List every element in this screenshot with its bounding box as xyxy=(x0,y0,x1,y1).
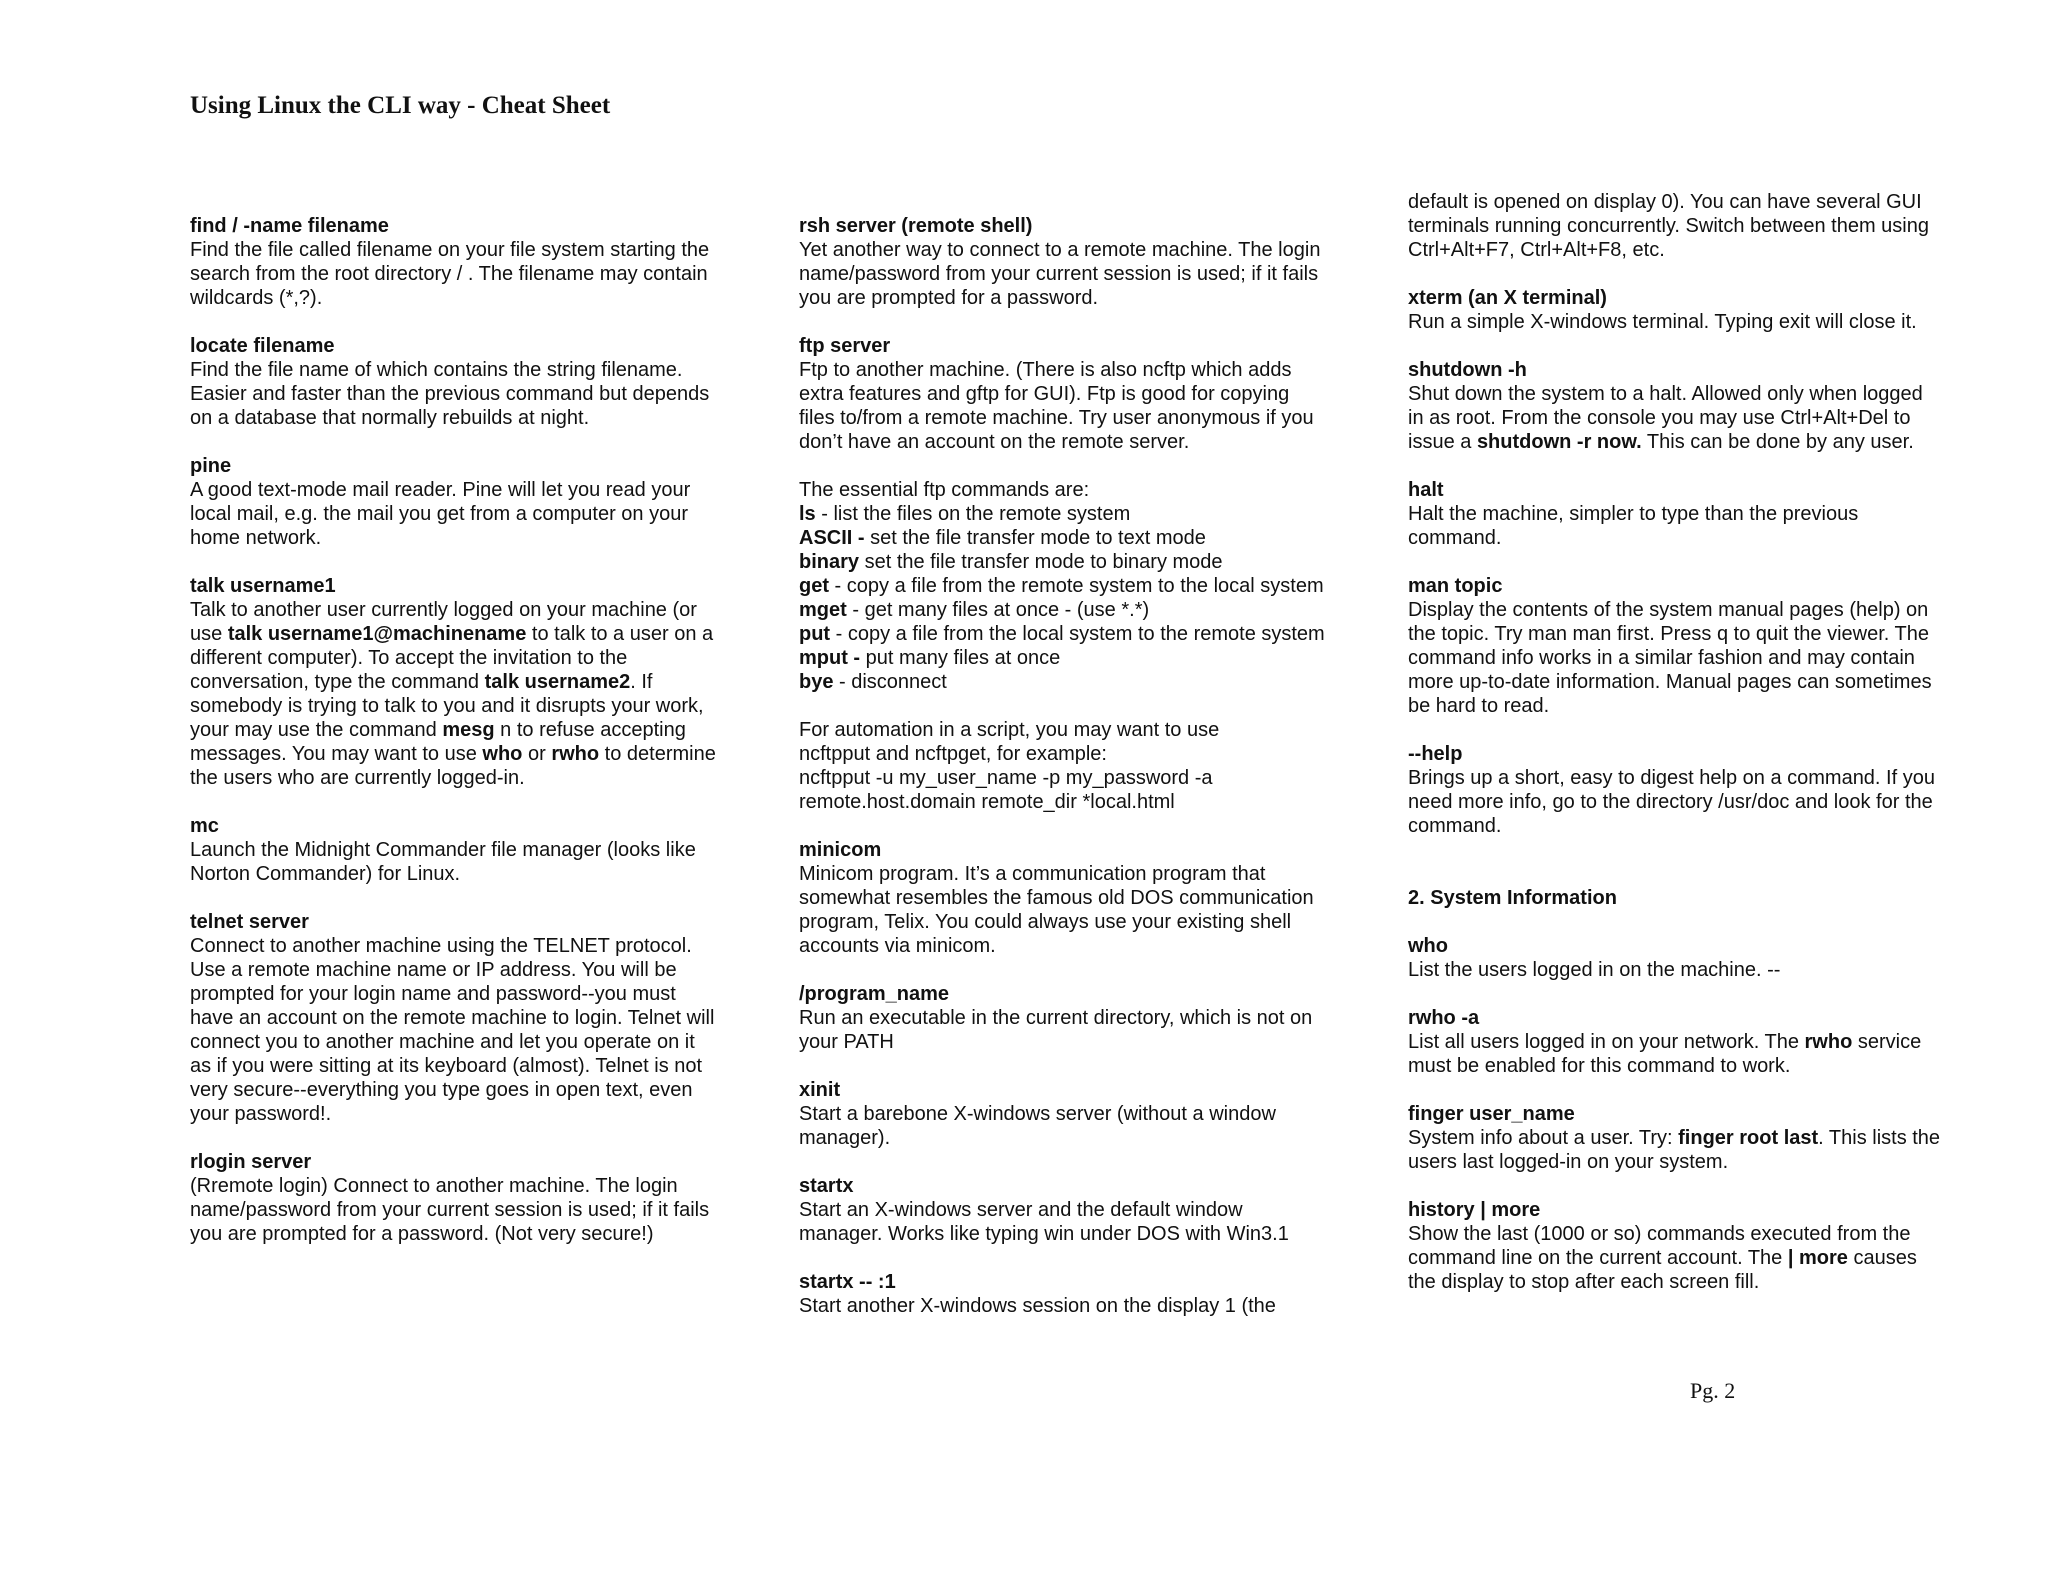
entry-rwho xyxy=(1408,1006,1943,1078)
ftp-command: ls xyxy=(799,503,816,525)
entry-description: Display the contents of the system manual pages (help) on the topic. Try man man first. Press q to quit the viewer. The command info works in a similar fashion and may contain more up-to-date information. Manual pages can sometimes be hard to read. xyxy=(1408,599,1932,717)
automation-example: ncftpput -u my_user_name -p my_password -a xyxy=(799,767,1213,789)
entry-description: Start an X-windows server and the default window manager. Works like typing win under DOS with Win3.1 xyxy=(799,1199,1289,1245)
entry-description: (Rremote login) Connect to another machine. The login name/password from your current session is used; if it fails you are prompted for a password. (Not very secure!) xyxy=(190,1175,710,1245)
column-2 xyxy=(799,214,1329,1342)
ftp-command: bye xyxy=(799,671,834,693)
ftp-command-item xyxy=(799,550,1329,574)
entry-man xyxy=(1408,574,1943,718)
ftp-command: mput - xyxy=(799,647,861,669)
ftp-command-item xyxy=(799,598,1329,622)
desc-text: service must be enabled for this command to work. xyxy=(1408,1031,1922,1077)
entry-description: Start another X-windows session on the display 1 (the xyxy=(799,1295,1276,1317)
desc-text: Shut down the system to a halt. Allowed only when logged in as root. From the console you may use Ctrl+Alt+Del to issue a xyxy=(1408,383,1923,453)
section-heading xyxy=(1408,886,1943,910)
entry-locate xyxy=(190,334,720,430)
entry-halt xyxy=(1408,478,1943,550)
page-title: Using Linux the CLI way - Cheat Sheet xyxy=(190,92,611,119)
entry-heading: finger user_name xyxy=(1408,1103,1575,1125)
entry-ftp xyxy=(799,334,1329,454)
ftp-command-item xyxy=(799,670,1329,694)
inline-command: mesg xyxy=(442,719,495,741)
desc-text: to determine the users who are currently logged-in. xyxy=(190,743,716,789)
entry-description: List the users logged in on the machine. -- xyxy=(1408,959,1781,981)
ftp-command-desc: set the file transfer mode to binary mode xyxy=(859,551,1223,573)
entry-shutdown xyxy=(1408,358,1943,454)
entry-xterm xyxy=(1408,286,1943,334)
entry-heading: minicom xyxy=(799,839,882,861)
ftp-command-item xyxy=(799,502,1329,526)
ftp-command-desc: - copy a file from the local system to the remote system xyxy=(830,623,1325,645)
ftp-command-item xyxy=(799,574,1329,598)
ftp-command: put xyxy=(799,623,831,645)
inline-command: finger root last xyxy=(1678,1127,1819,1149)
entry-description: Launch the Midnight Commander file manager (looks like Norton Commander) for Linux. xyxy=(190,839,696,885)
entry-description xyxy=(190,599,716,789)
desc-text: . If somebody is trying to talk to you and it disrupts your work, your may use the command xyxy=(190,671,704,741)
ftp-command-desc: - get many files at once - (use *.*) xyxy=(846,599,1150,621)
entry-history xyxy=(1408,1198,1943,1294)
desc-text: Talk to another user currently logged on your machine (or use xyxy=(190,599,697,645)
ftp-command-desc: - copy a file from the remote system to the local system xyxy=(829,575,1324,597)
entry-heading: pine xyxy=(190,455,232,477)
entry-heading: rwho -a xyxy=(1408,1007,1480,1029)
entry-heading: startx -- :1 xyxy=(799,1271,896,1293)
entry-heading: --help xyxy=(1408,743,1463,765)
ftp-command: mget xyxy=(799,599,847,621)
entry-heading: rlogin server xyxy=(190,1151,312,1173)
entry-heading: startx xyxy=(799,1175,854,1197)
entry-who xyxy=(1408,934,1943,982)
desc-text: or xyxy=(522,743,552,765)
entry-description xyxy=(1408,1223,1917,1293)
entry-startx xyxy=(799,1174,1329,1246)
ftp-command-desc: set the file transfer mode to text mode xyxy=(864,527,1206,549)
entry-talk xyxy=(190,574,720,790)
entry-find xyxy=(190,214,720,310)
entry-heading: telnet server xyxy=(190,911,309,933)
entry-heading: mc xyxy=(190,815,219,837)
entry-heading: ftp server xyxy=(799,335,891,357)
entry-help xyxy=(1408,742,1943,838)
entry-heading: find / -name filename xyxy=(190,215,389,237)
inline-command: talk username1@machinename xyxy=(227,623,527,645)
entry-startx-continued xyxy=(1408,190,1943,262)
ftp-command-item xyxy=(799,646,1329,670)
inline-command: rwho xyxy=(1804,1031,1853,1053)
ftp-command-item xyxy=(799,622,1329,646)
entry-mc xyxy=(190,814,720,886)
entry-heading: xterm (an X terminal) xyxy=(1408,287,1607,309)
desc-text: . This lists the users last logged-in on your system. xyxy=(1408,1127,1941,1173)
entry-pine xyxy=(190,454,720,550)
entry-description: Run a simple X-windows terminal. Typing exit will close it. xyxy=(1408,311,1917,333)
ftp-commands-intro: The essential ftp commands are: xyxy=(799,479,1090,501)
entry-rsh xyxy=(799,214,1329,310)
desc-text: causes the display to stop after each screen fill. xyxy=(1408,1247,1917,1293)
ftp-command-desc: put many files at once xyxy=(860,647,1061,669)
automation-note xyxy=(799,718,1329,814)
entry-minicom xyxy=(799,838,1329,958)
entry-heading: talk username1 xyxy=(190,575,336,597)
entry-description: A good text-mode mail reader. Pine will let you read your local mail, e.g. the mail you get from a computer on your home network. xyxy=(190,479,691,549)
entry-heading: rsh server (remote shell) xyxy=(799,215,1033,237)
entry-description: Find the file called filename on your file system starting the search from the root directory / . The filename may contain wildcards (*,?). xyxy=(190,239,710,309)
entry-heading: who xyxy=(1408,935,1448,957)
entry-description: Halt the machine, simpler to type than the previous command. xyxy=(1408,503,1859,549)
entry-heading: halt xyxy=(1408,479,1444,501)
desc-text: to talk to a user on a different computer). To accept the invitation to the conversation, type the command xyxy=(190,623,714,693)
entry-description: Minicom program. It’s a communication program that somewhat resembles the famous old DOS communication program, Telix. You could always use your existing shell accounts via minicom. xyxy=(799,863,1314,957)
desc-text: This can be done by any user. xyxy=(1641,431,1914,453)
inline-command: | more xyxy=(1787,1247,1848,1269)
desc-text: n to refuse accepting messages. You may want to use xyxy=(190,719,686,765)
desc-text: List all users logged in on your network. The xyxy=(1408,1031,1805,1053)
inline-command: rwho xyxy=(551,743,600,765)
entry-description xyxy=(1408,383,1923,453)
entry-description: Yet another way to connect to a remote machine. The login name/password from your current session is used; if it fails you are prompted for a password. xyxy=(799,239,1321,309)
automation-line: For automation in a script, you may want to use xyxy=(799,719,1220,741)
ftp-command-item xyxy=(799,526,1329,550)
entry-description: Start a barebone X-windows server (without a window manager). xyxy=(799,1103,1276,1149)
column-1 xyxy=(190,214,720,1270)
ftp-command: binary xyxy=(799,551,860,573)
entry-description: Run an executable in the current directory, which is not on your PATH xyxy=(799,1007,1313,1053)
inline-command: shutdown -r now. xyxy=(1476,431,1642,453)
entry-rlogin xyxy=(190,1150,720,1246)
entry-heading: history | more xyxy=(1408,1199,1541,1221)
ftp-commands-list xyxy=(799,478,1329,694)
desc-text: Show the last (1000 or so) commands executed from the command line on the current account. The xyxy=(1408,1223,1911,1269)
entry-finger xyxy=(1408,1102,1943,1174)
entry-description: Ftp to another machine. (There is also ncftp which adds extra features and gftp for GUI). Ftp is good for copying files to/from a remote machine. Try user anonymous if you don’t have an account on the remote server. xyxy=(799,359,1314,453)
inline-command: who xyxy=(482,743,523,765)
entry-program-name xyxy=(799,982,1329,1054)
entry-telnet xyxy=(190,910,720,1126)
ftp-command-desc: - disconnect xyxy=(833,671,947,693)
inline-command: talk username2 xyxy=(484,671,631,693)
ftp-command-desc: - list the files on the remote system xyxy=(815,503,1131,525)
entry-description: default is opened on display 0). You can have several GUI terminals running concurrently. Switch between them using Ctrl+Alt+F7, Ctrl+Alt+F8, etc. xyxy=(1408,191,1929,261)
ftp-command: ASCII - xyxy=(799,527,865,549)
automation-line: ncftpput and ncftpget, for example: xyxy=(799,743,1107,765)
page-number: Pg. 2 xyxy=(1690,1378,1736,1403)
entry-heading: locate filename xyxy=(190,335,335,357)
section-title: 2. System Information xyxy=(1408,887,1617,909)
entry-heading: xinit xyxy=(799,1079,841,1101)
entry-description xyxy=(1408,1031,1921,1077)
column-3 xyxy=(1408,190,1943,1318)
entry-heading: man topic xyxy=(1408,575,1503,597)
entry-heading: /program_name xyxy=(799,983,950,1005)
desc-text: System info about a user. Try: xyxy=(1408,1127,1679,1149)
entry-xinit xyxy=(799,1078,1329,1150)
automation-example: remote.host.domain remote_dir *local.html xyxy=(799,791,1175,813)
ftp-command: get xyxy=(799,575,829,597)
entry-description: Find the file name of which contains the string filename. Easier and faster than the previous command but depends on a database that normally rebuilds at night. xyxy=(190,359,710,429)
entry-startx-display1 xyxy=(799,1270,1329,1318)
entry-heading: shutdown -h xyxy=(1408,359,1527,381)
entry-description: Connect to another machine using the TELNET protocol. Use a remote machine name or IP address. You will be prompted for your login name and password--you must have an account on the remote machine to login. Telnet will connect you to another machine and let you operate on it as if you were sitting at its keyboard (almost). Telnet is not very secure--everything you type goes in open text, even your password!. xyxy=(190,935,715,1125)
entry-description xyxy=(1408,1127,1940,1173)
entry-description: Brings up a short, easy to digest help on a command. If you need more info, go to the directory /usr/doc and look for the command. xyxy=(1408,767,1935,837)
